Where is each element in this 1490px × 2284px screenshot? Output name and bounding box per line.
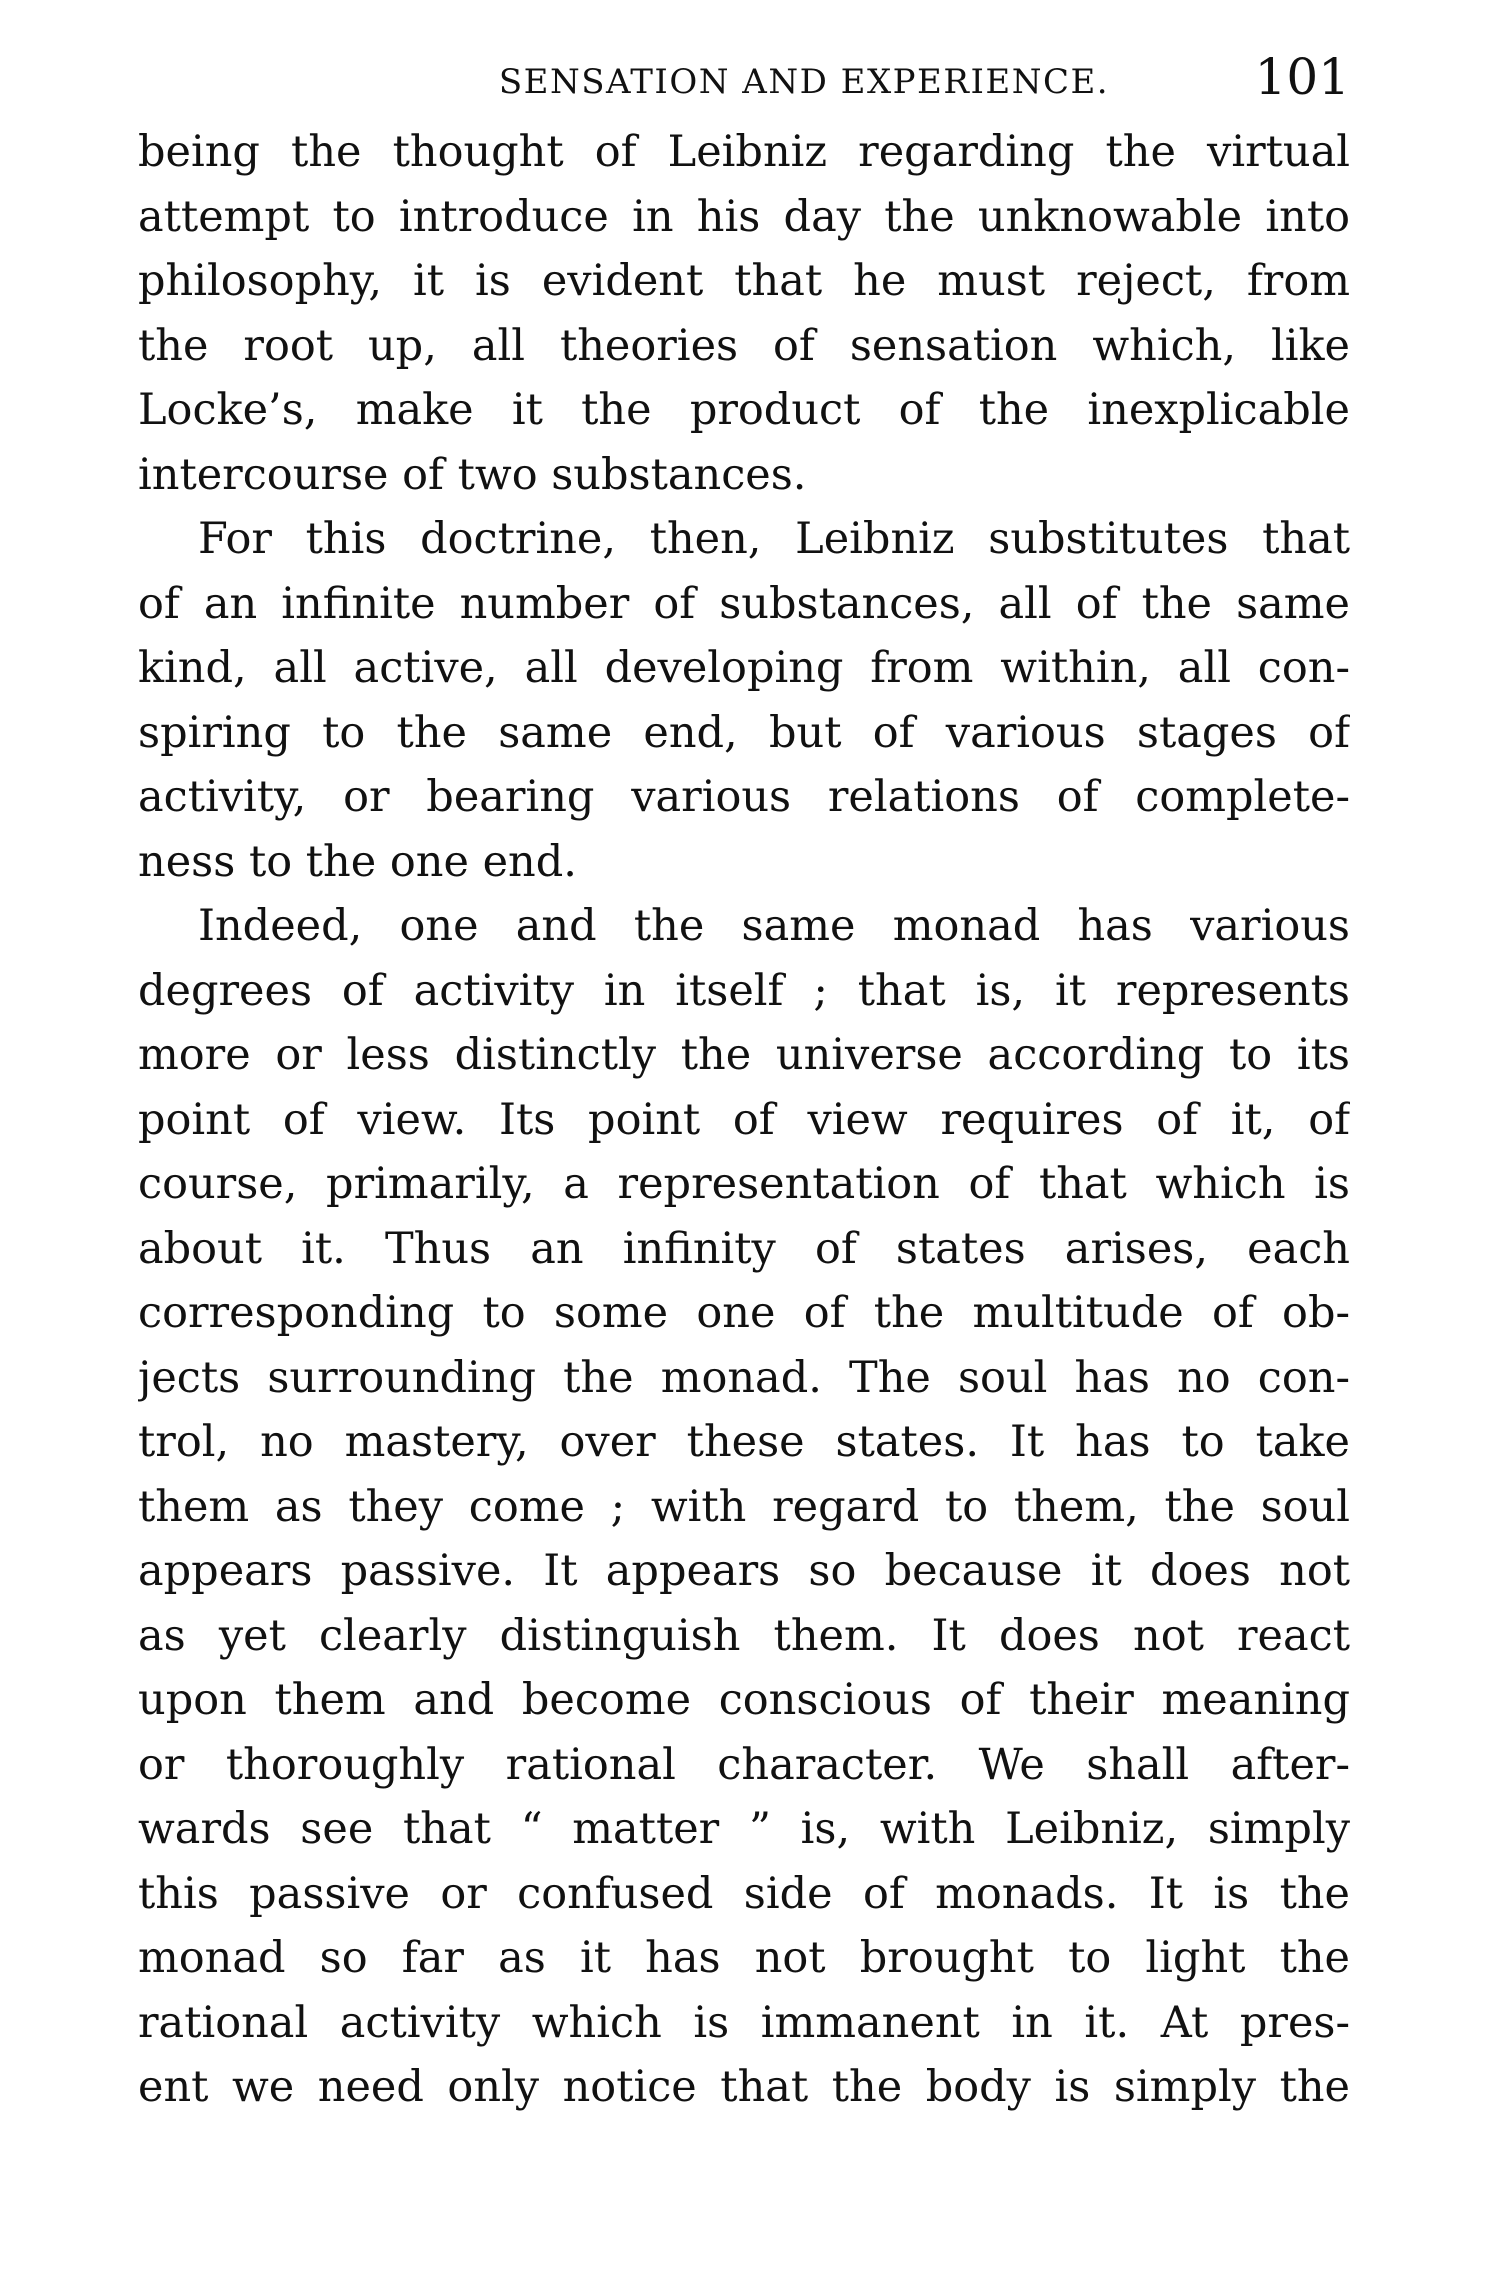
text-line: the root up, all theories of sensation which, like <box>138 320 1350 371</box>
text-line: them as they come ; with regard to them, the soul <box>138 1481 1350 1532</box>
running-head: SENSATION AND EXPERIENCE. <box>498 62 1110 102</box>
text-line: wards see that “ matter ” is, with Leibniz, simply <box>138 1804 1350 1854</box>
text-line: attempt to introduce in his day the unknowable into <box>138 191 1350 242</box>
text-line: kind, all active, all developing from within, all con- <box>138 643 1350 693</box>
text-line: philosophy, it is evident that he must reject, from <box>138 256 1350 306</box>
text-line: spiring to the same end, but of various stages of <box>138 707 1350 758</box>
text-line: of an infinite number of substances, all of the same <box>138 578 1350 629</box>
text-line: ent we need only notice that the body is simply the <box>138 2062 1350 2112</box>
text-line: point of view. Its point of view requires of it, of <box>138 1094 1350 1145</box>
page-number: 101 <box>1254 48 1350 106</box>
text-line: corresponding to some one of the multitude of ob- <box>138 1288 1350 1338</box>
text-line: activity, or bearing various relations of complete- <box>138 772 1350 822</box>
text-line: this passive or confused side of monads. It is the <box>138 1868 1350 1919</box>
text-line: For this doctrine, then, Leibniz substitutes that <box>198 514 1350 564</box>
text-line: course, primarily, a representation of that which is <box>138 1159 1350 1209</box>
body-text <box>138 120 1350 2120</box>
text-line: intercourse of two substances. <box>138 449 807 500</box>
text-line: Locke’s, make it the product of the inexplicable <box>138 385 1350 435</box>
paragraph <box>138 507 1350 894</box>
text-line: rational activity which is immanent in it. At pres- <box>138 1997 1350 2048</box>
book-page <box>138 40 1350 2120</box>
text-line: about it. Thus an infinity of states arises, each <box>138 1223 1350 1274</box>
text-line: ness to the one end. <box>138 836 577 887</box>
text-line: degrees of activity in itself ; that is, it represents <box>138 965 1350 1016</box>
paragraph <box>138 120 1350 507</box>
text-line: monad so far as it has not brought to light the <box>138 1933 1350 1983</box>
page-header <box>138 40 1350 120</box>
text-line: more or less distinctly the universe according to its <box>138 1030 1350 1080</box>
text-line: or thoroughly rational character. We shall after- <box>138 1739 1350 1790</box>
text-line: as yet clearly distinguish them. It does not react <box>138 1610 1350 1661</box>
text-line: trol, no mastery, over these states. It has to take <box>138 1417 1350 1467</box>
text-line: jects surrounding the monad. The soul has no con- <box>138 1352 1350 1403</box>
text-line: Indeed, one and the same monad has various <box>198 901 1350 951</box>
text-line: appears passive. It appears so because it does not <box>138 1546 1350 1596</box>
text-line: being the thought of Leibniz regarding the virtual <box>138 127 1350 177</box>
paragraph <box>138 894 1350 2120</box>
text-line: upon them and become conscious of their meaning <box>138 1675 1350 1725</box>
